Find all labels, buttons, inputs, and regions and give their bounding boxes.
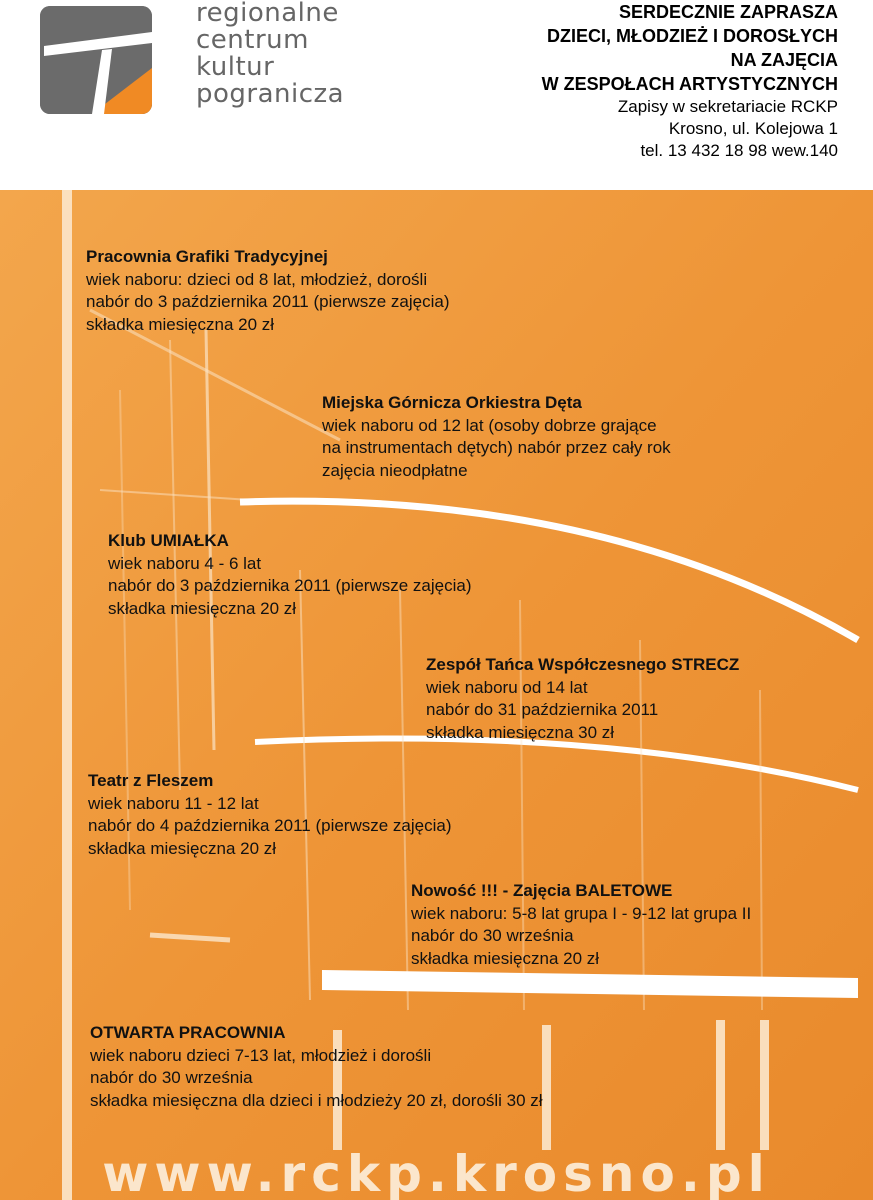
rckp-logo-icon [40,6,152,114]
group-line: wiek naboru 11 - 12 lat [88,793,259,813]
group-line: zajęcia nieodpłatne [322,460,468,480]
group-otwarta-pracownia [90,1022,543,1112]
group-title: Klub UMIAŁKA [108,531,229,550]
invitation-text [368,0,838,162]
logo-line: kultur [196,52,275,82]
group-line: wiek naboru dzieci 7-13 lat, młodzież i dorośli [90,1045,432,1065]
group-line: wiek naboru od 12 lat (osoby dobrze grające [322,415,657,435]
group-line: nabór do 30 września [411,926,574,945]
invite-info-line: Krosno, ul. Kolejowa 1 [668,119,838,138]
group-line: składka miesięczna 20 zł [108,598,297,618]
website-url: www.rckp.krosno.pl [102,1145,771,1200]
group-line: wiek naboru 4 - 6 lat [108,553,262,573]
group-umialka [108,530,472,620]
logo-wordmark [196,0,396,108]
header [0,0,873,190]
group-balet [411,880,751,970]
group-title: Miejska Górnicza Orkiestra Dęta [322,393,582,412]
invite-heading-line: SERDECZNIE ZAPRASZA [618,2,838,22]
group-title: Zespół Tańca Współczesnego STRECZ [426,655,740,674]
group-line: nabór do 3 października 2011 (pierwsze zajęcia) [86,292,450,311]
invite-heading-line: DZIECI, MŁODZIEŻ I DOROSŁYCH [547,26,838,46]
logo-line: centrum [196,25,309,55]
group-title: Pracownia Grafiki Tradycyjnej [86,247,328,266]
invite-heading-line: W ZESPOŁACH ARTYSTYCZNYCH [541,74,838,94]
invite-info-line: Zapisy w sekretariacie RCKP [617,97,838,116]
logo-line: regionalne [196,0,339,28]
group-line: nabór do 3 października 2011 (pierwsze zajęcia) [108,576,472,595]
group-title: Nowość !!! - Zajęcia BALETOWE [411,881,673,900]
group-teatr [88,770,452,860]
group-line: wiek naboru od 14 lat [426,677,588,697]
group-line: nabór do 30 września [90,1068,253,1087]
group-grafika [86,246,450,336]
poster-background [0,190,873,1200]
group-line: składka miesięczna 30 zł [426,722,615,742]
group-line: nabór do 31 października 2011 [426,700,659,719]
group-line: wiek naboru: 5-8 lat grupa I - 9-12 lat grupa II [411,903,752,923]
group-line: składka miesięczna 20 zł [411,948,600,968]
group-line: wiek naboru: dzieci od 8 lat, młodzież, dorośli [86,269,428,289]
group-line: nabór do 4 października 2011 (pierwsze zajęcia) [88,816,452,835]
logo-line: pogranicza [196,79,345,109]
invite-heading-line: NA ZAJĘCIA [730,50,838,70]
group-strecz [426,654,739,744]
group-line: na instrumentach dętych) nabór przez cały rok [322,438,671,457]
group-line: składka miesięczna dla dzieci i młodzieży 20 zł, dorośli 30 zł [90,1090,543,1110]
group-orkiestra [322,392,671,482]
invite-info-line: tel. 13 432 18 98 wew.140 [640,141,838,160]
group-title: OTWARTA PRACOWNIA [90,1023,286,1042]
group-title: Teatr z Fleszem [88,771,214,790]
group-line: składka miesięczna 20 zł [88,838,277,858]
group-line: składka miesięczna 20 zł [86,314,275,334]
